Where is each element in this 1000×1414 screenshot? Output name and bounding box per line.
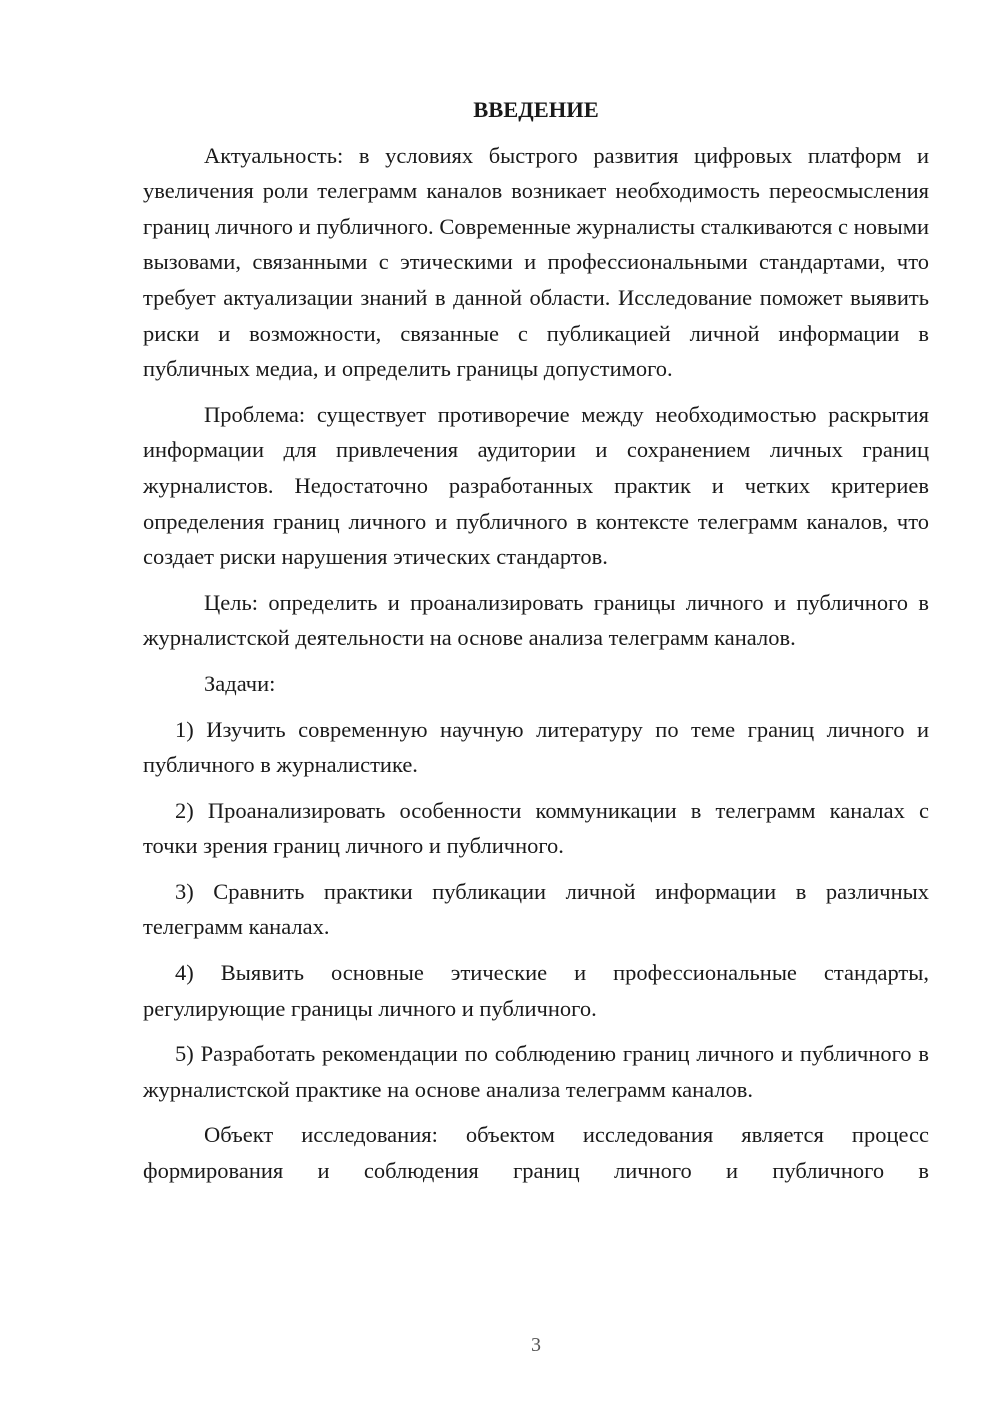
tasks-heading: Задачи: — [204, 670, 276, 696]
task-item: 5) Разработать рекомендации по соблюдению границ личного и публичного в журналистской практике на основе анализа телеграмм каналов. — [143, 1041, 929, 1102]
section-title: ВВЕДЕНИЕ — [473, 97, 599, 122]
page-content — [143, 92, 929, 1199]
problem-paragraph: Проблема: существует противоречие между необходимостью раскрытия информации для привлечения аудитории и сохранением личных границ журналистов. Недостаточно разработанных практик и четких критериев определения границ личного и публичного в контексте телеграмм каналов, что создает риски нарушения этических стандартов. — [143, 401, 929, 570]
object-paragraph: Объект исследования: объектом исследования является процесс формирования и соблюдения границ личного и публичного в — [143, 1122, 929, 1184]
task-item: 4) Выявить основные этические и профессиональные стандарты, регулирующие границы личного и публичного. — [143, 960, 929, 1021]
relevance-paragraph: Актуальность: в условиях быстрого развития цифровых платформ и увеличения роли телеграмм каналов возникает необходимость переосмысления границ личного и публичного. Современные журналисты сталкиваются с новыми вызовами, связанными с этическими и профессиональными стандартами, что требует актуализации знаний в данной области. Исследование поможет выявить риски и возможности, связанные с публикацией личной информации в публичных медиа, и определить границы допустимого. — [143, 142, 929, 382]
task-item: 3) Сравнить практики публикации личной информации в различных телеграмм каналах. — [143, 878, 929, 940]
task-item: 1) Изучить современную научную литературу по теме границ личного и публичного в журналистике. — [143, 716, 929, 778]
page-number: 3 — [531, 1334, 541, 1356]
task-item: 2) Проанализировать особенности коммуникации в телеграмм каналах с точки зрения границ личного и публичного. — [143, 797, 929, 859]
goal-paragraph: Цель: определить и проанализировать границы личного и публичного в журналистской деятельности на основе анализа телеграмм каналов. — [143, 589, 929, 651]
